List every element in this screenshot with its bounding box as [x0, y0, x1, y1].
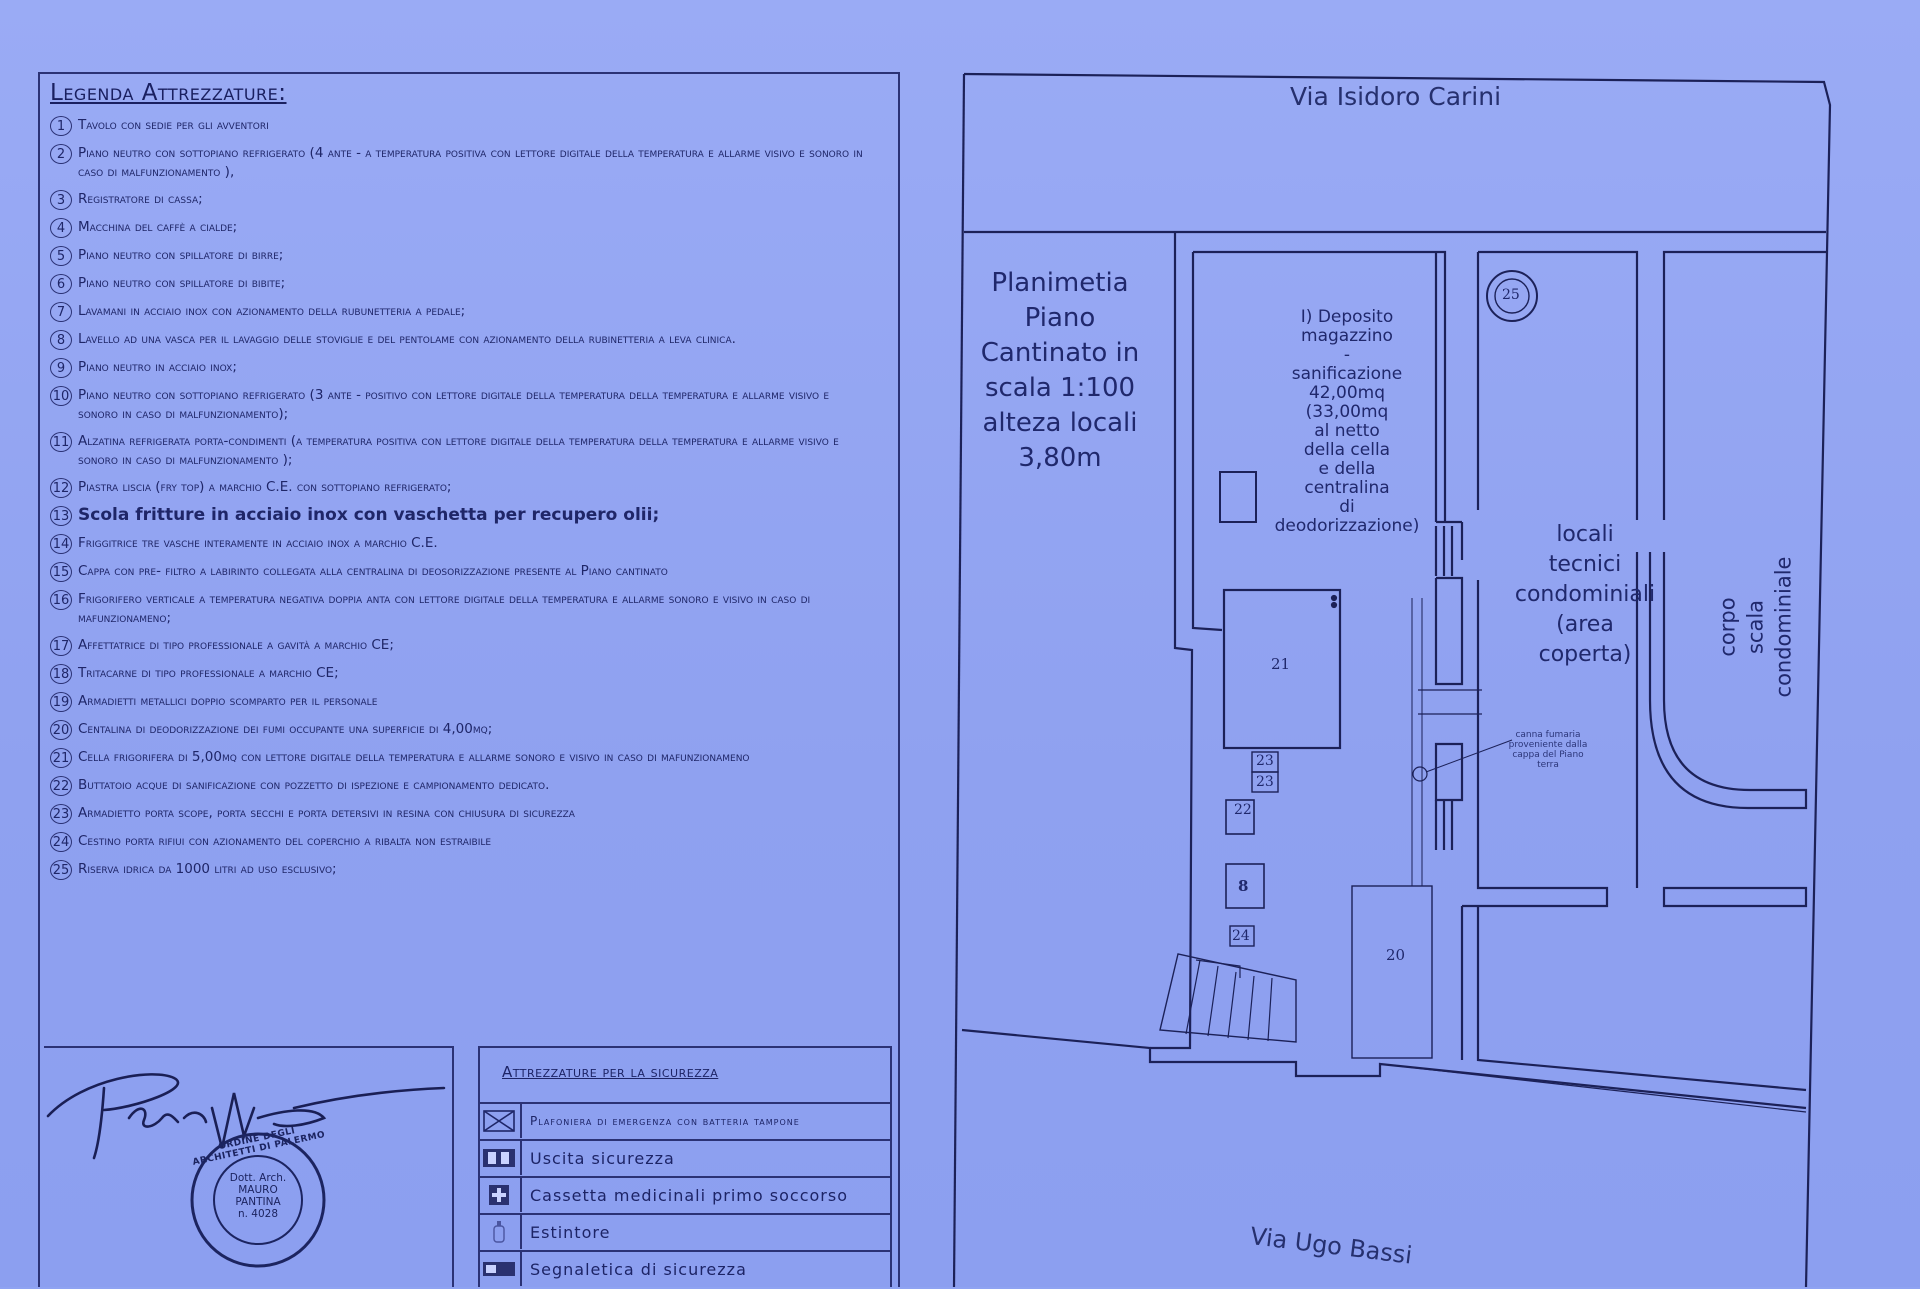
legend-item-text: Scola fritture in acciaio inox con vaschetta per recupero olii;: [78, 505, 660, 525]
room-locali-line: coperta): [1538, 642, 1632, 667]
legend-item-text: Piano neutro con spillatore di bibite;: [78, 275, 286, 291]
legend-item-text: Piano neutro con spillatore di birre;: [78, 247, 284, 263]
safety-label: Cassetta medicinali primo soccorso: [530, 1185, 848, 1205]
legend-item-text: Piastra liscia (fry top) a marchio C.E. con sottopiano refrigerato;: [78, 479, 452, 495]
legend-item-text: Friggitrice tre vasche interamente in acciaio inox a marchio C.E.: [78, 535, 438, 551]
plan-frame-left: [954, 74, 964, 1287]
room-deposito-line: centralina: [1304, 478, 1390, 498]
legend-item-text: Piano neutro con sottopiano refrigerato (4 ante - a temperatura positiva con lettore digitale della temperatura e allarme visivo e sonoro in caso di malfunzionamento ),: [78, 145, 863, 180]
plan-number-25: 25: [1502, 287, 1520, 303]
legend-item-text: Piano neutro in acciaio inox;: [78, 359, 237, 375]
plan-title-line: Piano: [1024, 303, 1096, 333]
room-deposito-line: deodorizzazione): [1274, 516, 1420, 536]
plan-number-21: 21: [1271, 655, 1291, 673]
legend-item-text: Registratore di cassa;: [78, 191, 203, 207]
safety-row-extinguisher: [478, 1213, 892, 1249]
street-bottom-label: Via Ugo Bassi: [1248, 1222, 1414, 1270]
room-locali-line: (area: [1556, 612, 1614, 637]
canna-fumaria-note: [1498, 730, 1598, 770]
legend-item: [50, 692, 870, 712]
legend-item-text: Lavamani in acciaio inox con azionamento della rubunetteria a pedale;: [78, 303, 466, 319]
legend-item-number: 5: [50, 246, 72, 266]
locali-tecnici-wall: [1478, 252, 1826, 520]
legend-item-number: 21: [50, 748, 72, 768]
legend-item: [50, 190, 870, 210]
legend-item-number: 14: [50, 534, 72, 554]
safety-row-emergency-light: [478, 1102, 892, 1138]
safety-title: Attrezzature per la sicurezza: [502, 1063, 719, 1081]
signature-and-stamp: [44, 1048, 454, 1289]
legend-item-text: Cestino porta rifiui con azionamento del coperchio a ribalta non estraibile: [78, 833, 492, 849]
plan-title-line: scala 1:100: [984, 373, 1136, 403]
street-top-label: Via Isidoro Carini: [1290, 82, 1502, 111]
safety-row-first-aid: [478, 1176, 892, 1212]
room-corpo-line: condominiale: [1771, 556, 1796, 698]
legend-item-text: Cella frigorifera di 5,00mq con lettore digitale della temperatura e allarme sonoro e visivo in caso di mafunzionameno: [78, 749, 750, 765]
plan-number-22: 22: [1234, 802, 1252, 818]
legend-item-text: Tritacarne di tipo professionale a marchio CE;: [78, 665, 339, 681]
plan-number-20: 20: [1386, 946, 1406, 964]
legend-item-text: Riserva idrica da 1000 litri ad uso esclusivo;: [78, 861, 337, 877]
stamp-line-1: Dott. Arch.: [229, 1172, 287, 1184]
stairs: [1160, 954, 1296, 1042]
canna-note-line: proveniente dalla: [1508, 740, 1588, 750]
canna-note-line: terra: [1537, 760, 1559, 770]
room-deposito-line: sanificazione: [1291, 364, 1403, 384]
legend-item: [50, 804, 870, 824]
centralina-20: [1352, 886, 1432, 1058]
room-deposito-line: di: [1339, 497, 1355, 517]
legend-item-number: 12: [50, 478, 72, 498]
plan-number-24: 24: [1232, 928, 1250, 944]
legend-item-text: Buttatoio acque di sanificazione con pozzetto di ispezione e campionamento dedicato.: [78, 777, 550, 793]
room-corpo-line: scala: [1743, 599, 1768, 655]
legend-item: [50, 302, 870, 322]
plan-title-line: alteza locali: [982, 408, 1138, 438]
legend-item-number: 3: [50, 190, 72, 210]
legend-item-number: 16: [50, 590, 72, 610]
safety-row-exit: [478, 1139, 892, 1175]
emergency-light-icon: [478, 1104, 522, 1138]
legend-item-number: 4: [50, 218, 72, 238]
room-locali-line: condominiali: [1514, 582, 1656, 607]
exit-sign-icon: [478, 1141, 522, 1175]
street-bottom-edge: [962, 1030, 1806, 1108]
legend-item-number: 9: [50, 358, 72, 378]
safety-label: Estintore: [530, 1222, 611, 1242]
legend-item-text: Centalina di deodorizzazione dei fumi occupante una superficie di 4,00mq;: [78, 721, 493, 737]
legend-item-text: Armadietti metallici doppio scomparto per il personale: [78, 693, 378, 709]
room-deposito-line: della cella: [1303, 440, 1391, 460]
plan-frame: [964, 74, 1830, 1287]
deposito-left: [1193, 252, 1222, 630]
stamp-line-2: MAURO: [238, 1184, 278, 1196]
legend-item: [50, 116, 870, 136]
legend-item: [50, 562, 870, 582]
legend-title: Legenda Attrezzature:: [50, 80, 287, 106]
legend-item: [50, 432, 870, 470]
legend-item-number: 8: [50, 330, 72, 350]
legend-item-text: Armadietto porta scope, porta secchi e porta detersivi in resina con chiusura di sicurezza: [78, 805, 575, 821]
legend-item-text: Frigorifero verticale a temperatura negativa doppia anta con lettore digitale della temperatura e allarme sonoro e visivo in caso di mafunzionameno;: [78, 591, 811, 626]
legend-item-number: 24: [50, 832, 72, 852]
stamp-ring-text: ORDINE DEGLI ARCHITETTI DI PALERMO: [191, 1126, 327, 1168]
legend-item: [50, 506, 870, 526]
legend-item: [50, 748, 870, 768]
legend-item-text: Macchina del caffè a cialde;: [78, 219, 238, 235]
legend-item-text: Piano neutro con sottopiano refrigerato (3 ante - positivo con lettore digitale della temperatura della temperatura e allarme visivo e sonoro in caso di malfunzionamento);: [78, 387, 830, 422]
corridor-wall: [1436, 578, 1462, 684]
plan-number-8: 8: [1238, 877, 1249, 895]
room-deposito-label: [1262, 308, 1432, 536]
legend-item-number: 1: [50, 116, 72, 136]
legend-item: [50, 776, 870, 796]
room-locali-line: locali: [1556, 522, 1614, 547]
legend-item: [50, 274, 870, 294]
plan-title-line: 3,80m: [1018, 443, 1102, 473]
legend-item: [50, 636, 870, 656]
legend-item-number: 23: [50, 804, 72, 824]
legend-item: [50, 246, 870, 266]
legend-item: [50, 330, 870, 350]
plan-number-23: 23: [1256, 774, 1274, 790]
room-corpo-line: corpo: [1715, 597, 1740, 657]
legend-item-text: Cappa con pre- filtro a labirinto collegata alla centralina di deosorizzazione presente al Piano cantinato: [78, 563, 668, 579]
room-deposito-line: 42,00mq: [1308, 383, 1386, 403]
legend-item-number: 22: [50, 776, 72, 796]
room-deposito-line: magazzino: [1301, 326, 1393, 346]
safety-row-signage: [478, 1250, 892, 1286]
legend-item-number: 7: [50, 302, 72, 322]
legend-item-text: Tavolo con sedie per gli avventori: [78, 117, 269, 133]
safety-label: Uscita sicurezza: [530, 1148, 675, 1168]
legend-item-number: 11: [50, 432, 72, 452]
canna-note-line: canna fumaria: [1515, 730, 1581, 740]
room-deposito-line: al netto: [1314, 421, 1380, 441]
room-locali-tecnici-label: [1505, 520, 1665, 670]
legend-item: [50, 720, 870, 740]
legend-item-number: 10: [50, 386, 72, 406]
room-deposito-line: I) Deposito: [1300, 307, 1394, 327]
legend-item-number: 2: [50, 144, 72, 164]
legend-item-text: Lavello ad una vasca per il lavaggio delle stoviglie e del pentolame con azionamento della rubinetteria a leva clinica.: [78, 331, 736, 347]
legend-item-number: 6: [50, 274, 72, 294]
stamp-line-3: PANTINA: [235, 1196, 281, 1208]
room-deposito-line: (33,00mq: [1305, 402, 1389, 422]
signature-box: [44, 1046, 454, 1287]
safety-label: Segnaletica di sicurezza: [530, 1259, 747, 1279]
room-locali-line: tecnici: [1548, 552, 1622, 577]
plan-title-line: Cantinato in: [980, 338, 1140, 368]
room-corpo-scala-label: [1713, 557, 1797, 698]
building-outer: [1150, 232, 1192, 1048]
legend-item: [50, 478, 870, 498]
legend-item: [50, 664, 870, 684]
canna-note-line: cappa del Piano: [1512, 750, 1584, 760]
legend-item: [50, 386, 870, 424]
legend-item-number: 18: [50, 664, 72, 684]
plan-title-line: Planimetia: [991, 268, 1129, 298]
legend-list: [50, 116, 870, 888]
legend-item-text: Affettatrice di tipo professionale a gavità a marchio CE;: [78, 637, 394, 653]
legend-item-number: 17: [50, 636, 72, 656]
legend-item: [50, 832, 870, 852]
room-deposito-line: e della: [1318, 459, 1376, 479]
legend-item-number: 19: [50, 692, 72, 712]
legend-item: [50, 358, 870, 378]
plan-number-23: 23: [1256, 753, 1274, 769]
legend-item-number: 15: [50, 562, 72, 582]
first-aid-icon: [478, 1178, 522, 1212]
plan-title: [980, 266, 1140, 476]
room-deposito-line: -: [1343, 345, 1351, 365]
legend-item-text: Alzatina refrigerata porta-condimenti (a temperatura positiva con lettore digitale della temperatura della temperatura e allarme visivo e sonoro in caso di malfunzionamento );: [78, 433, 839, 468]
legend-item: [50, 534, 870, 554]
legend-item-number: 20: [50, 720, 72, 740]
stamp-line-4: n. 4028: [237, 1208, 279, 1220]
legend-item: [50, 590, 870, 628]
legend-item-number: 13: [50, 506, 72, 526]
stamp-center: [226, 1172, 290, 1220]
legend-item-number: 25: [50, 860, 72, 880]
legend-item: [50, 218, 870, 238]
safety-signage-icon: [478, 1252, 522, 1286]
safety-label: Plafoniera di emergenza con batteria tampone: [530, 1114, 800, 1128]
legend-item: [50, 860, 870, 880]
extinguisher-icon: [478, 1215, 522, 1249]
legend-item: [50, 144, 870, 182]
